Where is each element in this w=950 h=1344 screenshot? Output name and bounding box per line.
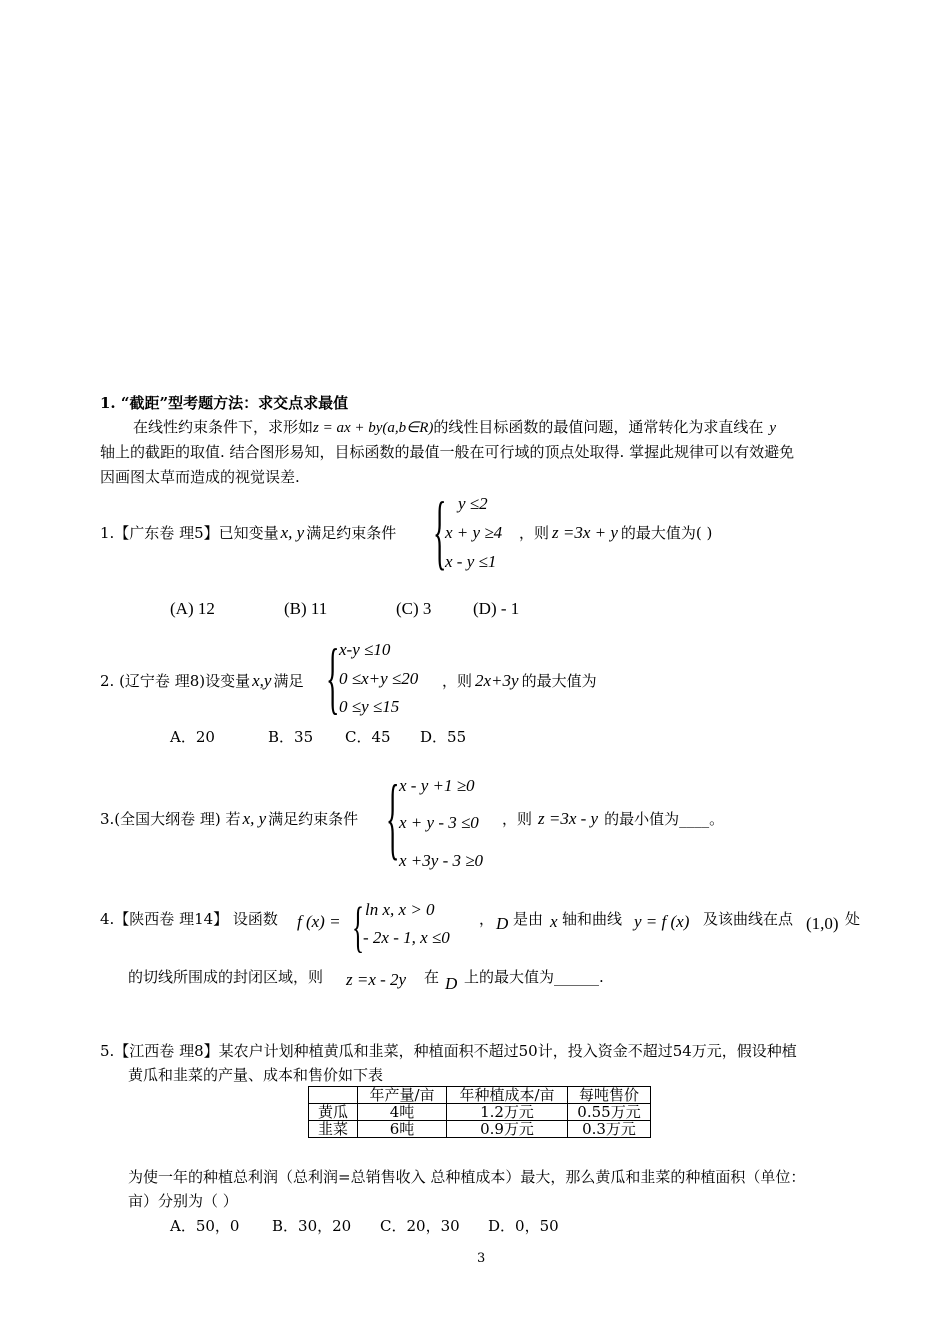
q2-option-c: C．45 <box>345 728 391 746</box>
q5-option-d: D．0，50 <box>488 1217 559 1235</box>
q5-option-a: A．50，0 <box>170 1217 240 1235</box>
q4-t2: 轴和曲线 <box>562 910 623 928</box>
q2-vars: x,y <box>252 671 272 690</box>
table-row <box>309 1121 651 1138</box>
table-cell: 0.3万元 <box>568 1121 651 1138</box>
q5-line3: 为使一年的种植总利润（总利润=总销售收入 总种植成本）最大，那么黄瓜和韭菜的种植面积（单位： <box>128 1168 806 1186</box>
q3-cond-1: x - y +1 ≥0 <box>399 776 475 795</box>
intro-text-b: 的线性目标函数的最值问题，通常转化为求直线在 <box>433 418 764 436</box>
q4-x: x <box>550 912 558 931</box>
q4-t3: 及该曲线在点 <box>703 910 794 928</box>
q4-point: (1,0) <box>806 914 839 933</box>
q5-table <box>308 1086 651 1138</box>
q2-cond-1: x-y ≤10 <box>339 640 391 659</box>
q1-ask-text: 的最大值为( ) <box>620 524 713 542</box>
table-header-cell: 每吨售价 <box>568 1087 651 1104</box>
q3-cond-text: 满足约束条件 <box>268 810 359 828</box>
q2-cond-3: 0 ≤y ≤15 <box>339 697 400 716</box>
table-cell: 4吨 <box>358 1104 447 1121</box>
q5-option-c: C．20，30 <box>380 1217 460 1235</box>
q4-t6: 上的最大值为______. <box>464 968 604 986</box>
q4-curve: y = f (x) <box>634 912 690 931</box>
q4-d2: D <box>445 974 458 993</box>
q2-brace: { <box>326 632 340 722</box>
intro-line-2: 轴上的截距的取值. 结合图形易知，目标函数的最值一般在可行域的顶点处取得. 掌握此规律可以有效避免 <box>100 443 795 461</box>
q2-ask <box>442 670 597 691</box>
q4-line2: 的切线所围成的封闭区域，则 <box>128 968 324 986</box>
table-header-cell: 年种植成本/亩 <box>447 1087 568 1104</box>
q2-option-d: D．55 <box>420 728 467 746</box>
q3-then: ，则 <box>502 810 533 828</box>
q4-target: z =x - 2y <box>346 970 407 989</box>
q4-t4: 处 <box>845 910 861 928</box>
table-header-cell <box>309 1087 358 1104</box>
table-cell: 0.55万元 <box>568 1104 651 1121</box>
q2-cond-2: 0 ≤x+y ≤20 <box>339 669 419 688</box>
q4-brace: { <box>352 895 365 958</box>
q3-prefix-text: 3.(全国大纲卷 理) 若 <box>100 810 241 828</box>
q1-prefix <box>100 522 396 543</box>
q1-option-d: (D) - 1 <box>473 599 520 618</box>
table-header-row <box>309 1087 651 1104</box>
intro-line-3: 因画图太草而造成的视觉误差. <box>100 468 300 486</box>
q5-line4: 亩）分别为（ ） <box>128 1192 238 1210</box>
q1-option-b: (B) 11 <box>284 599 328 618</box>
q3-target: z =3x - y <box>538 809 599 828</box>
intro-formula: z = ax + by(a,b∈R) <box>313 420 434 436</box>
q1-vars: x, y <box>280 523 305 542</box>
q1-cond-1: y ≤2 <box>458 494 488 513</box>
q1-option-a: (A) 12 <box>170 599 215 618</box>
q1-prefix-text: 1.【广东卷 理5】已知变量 <box>100 524 279 542</box>
q1-cond-3: x - y ≤1 <box>445 552 497 571</box>
q1-option-c: (C) 3 <box>396 599 432 618</box>
table-cell: 黄瓜 <box>309 1104 358 1121</box>
table-row <box>309 1104 651 1121</box>
q2-target: 2x+3y <box>475 671 519 690</box>
q1-cond-2: x + y ≥4 <box>445 523 503 542</box>
q2-prefix-text: 2. (辽宁卷 理8)设变量 <box>100 672 251 690</box>
table-cell: 6吨 <box>358 1121 447 1138</box>
q4-case-1: ln x, x > 0 <box>365 900 435 919</box>
q2-option-a: A．20 <box>170 728 215 746</box>
q1-cond-text: 满足约束条件 <box>306 524 397 542</box>
q3-brace: { <box>386 765 400 869</box>
q4-t5: 在 <box>424 968 440 986</box>
q4-t1: 是由 <box>513 910 544 928</box>
q1-ask <box>519 522 712 543</box>
q4-d: D <box>496 914 509 933</box>
intro-y: y <box>769 420 777 436</box>
q2-cond-text: 满足 <box>273 672 304 690</box>
q3-cond-3: x +3y - 3 ≥0 <box>399 851 484 870</box>
intro-line-1 <box>133 416 776 437</box>
q3-vars: x, y <box>242 809 267 828</box>
q3-cond-2: x + y - 3 ≤0 <box>399 813 479 832</box>
q3-ask <box>502 808 724 829</box>
q3-prefix <box>100 808 358 829</box>
q4-case-2: - 2x - 1, x ≤0 <box>363 928 450 947</box>
q2-then: ，则 <box>442 672 473 690</box>
q4-func: f (x) = <box>297 912 341 931</box>
q2-ask-text: 的最大值为 <box>521 672 597 690</box>
table-cell: 韭菜 <box>309 1121 358 1138</box>
q2-option-b: B．35 <box>268 728 314 746</box>
q4-prefix: 4.【陕西卷 理14】 设函数 <box>100 910 278 928</box>
q1-target: z =3x + y <box>552 523 618 542</box>
page-number: 3 <box>477 1251 486 1266</box>
table-header-cell: 年产量/亩 <box>358 1087 447 1104</box>
q1-brace: { <box>433 483 447 579</box>
q1-then: ，则 <box>519 524 550 542</box>
q3-ask-text: 的最小值为____。 <box>604 810 725 828</box>
section-heading: 1. “截距”型考题方法：求交点求最值 <box>100 394 349 412</box>
intro-text-a: 在线性约束条件下，求形如 <box>133 418 314 436</box>
q2-prefix <box>100 670 303 691</box>
q4-comma: ， <box>479 910 495 928</box>
table-cell: 1.2万元 <box>447 1104 568 1121</box>
table-cell: 0.9万元 <box>447 1121 568 1138</box>
q5-line2: 黄瓜和韭菜的产量、成本和售价如下表 <box>128 1066 384 1084</box>
q5-option-b: B．30，20 <box>272 1217 352 1235</box>
q5-line1: 5.【江西卷 理8】某农户计划种植黄瓜和韭菜，种植面积不超过50计，投入资金不超过54万元，假设种植 <box>100 1042 797 1060</box>
